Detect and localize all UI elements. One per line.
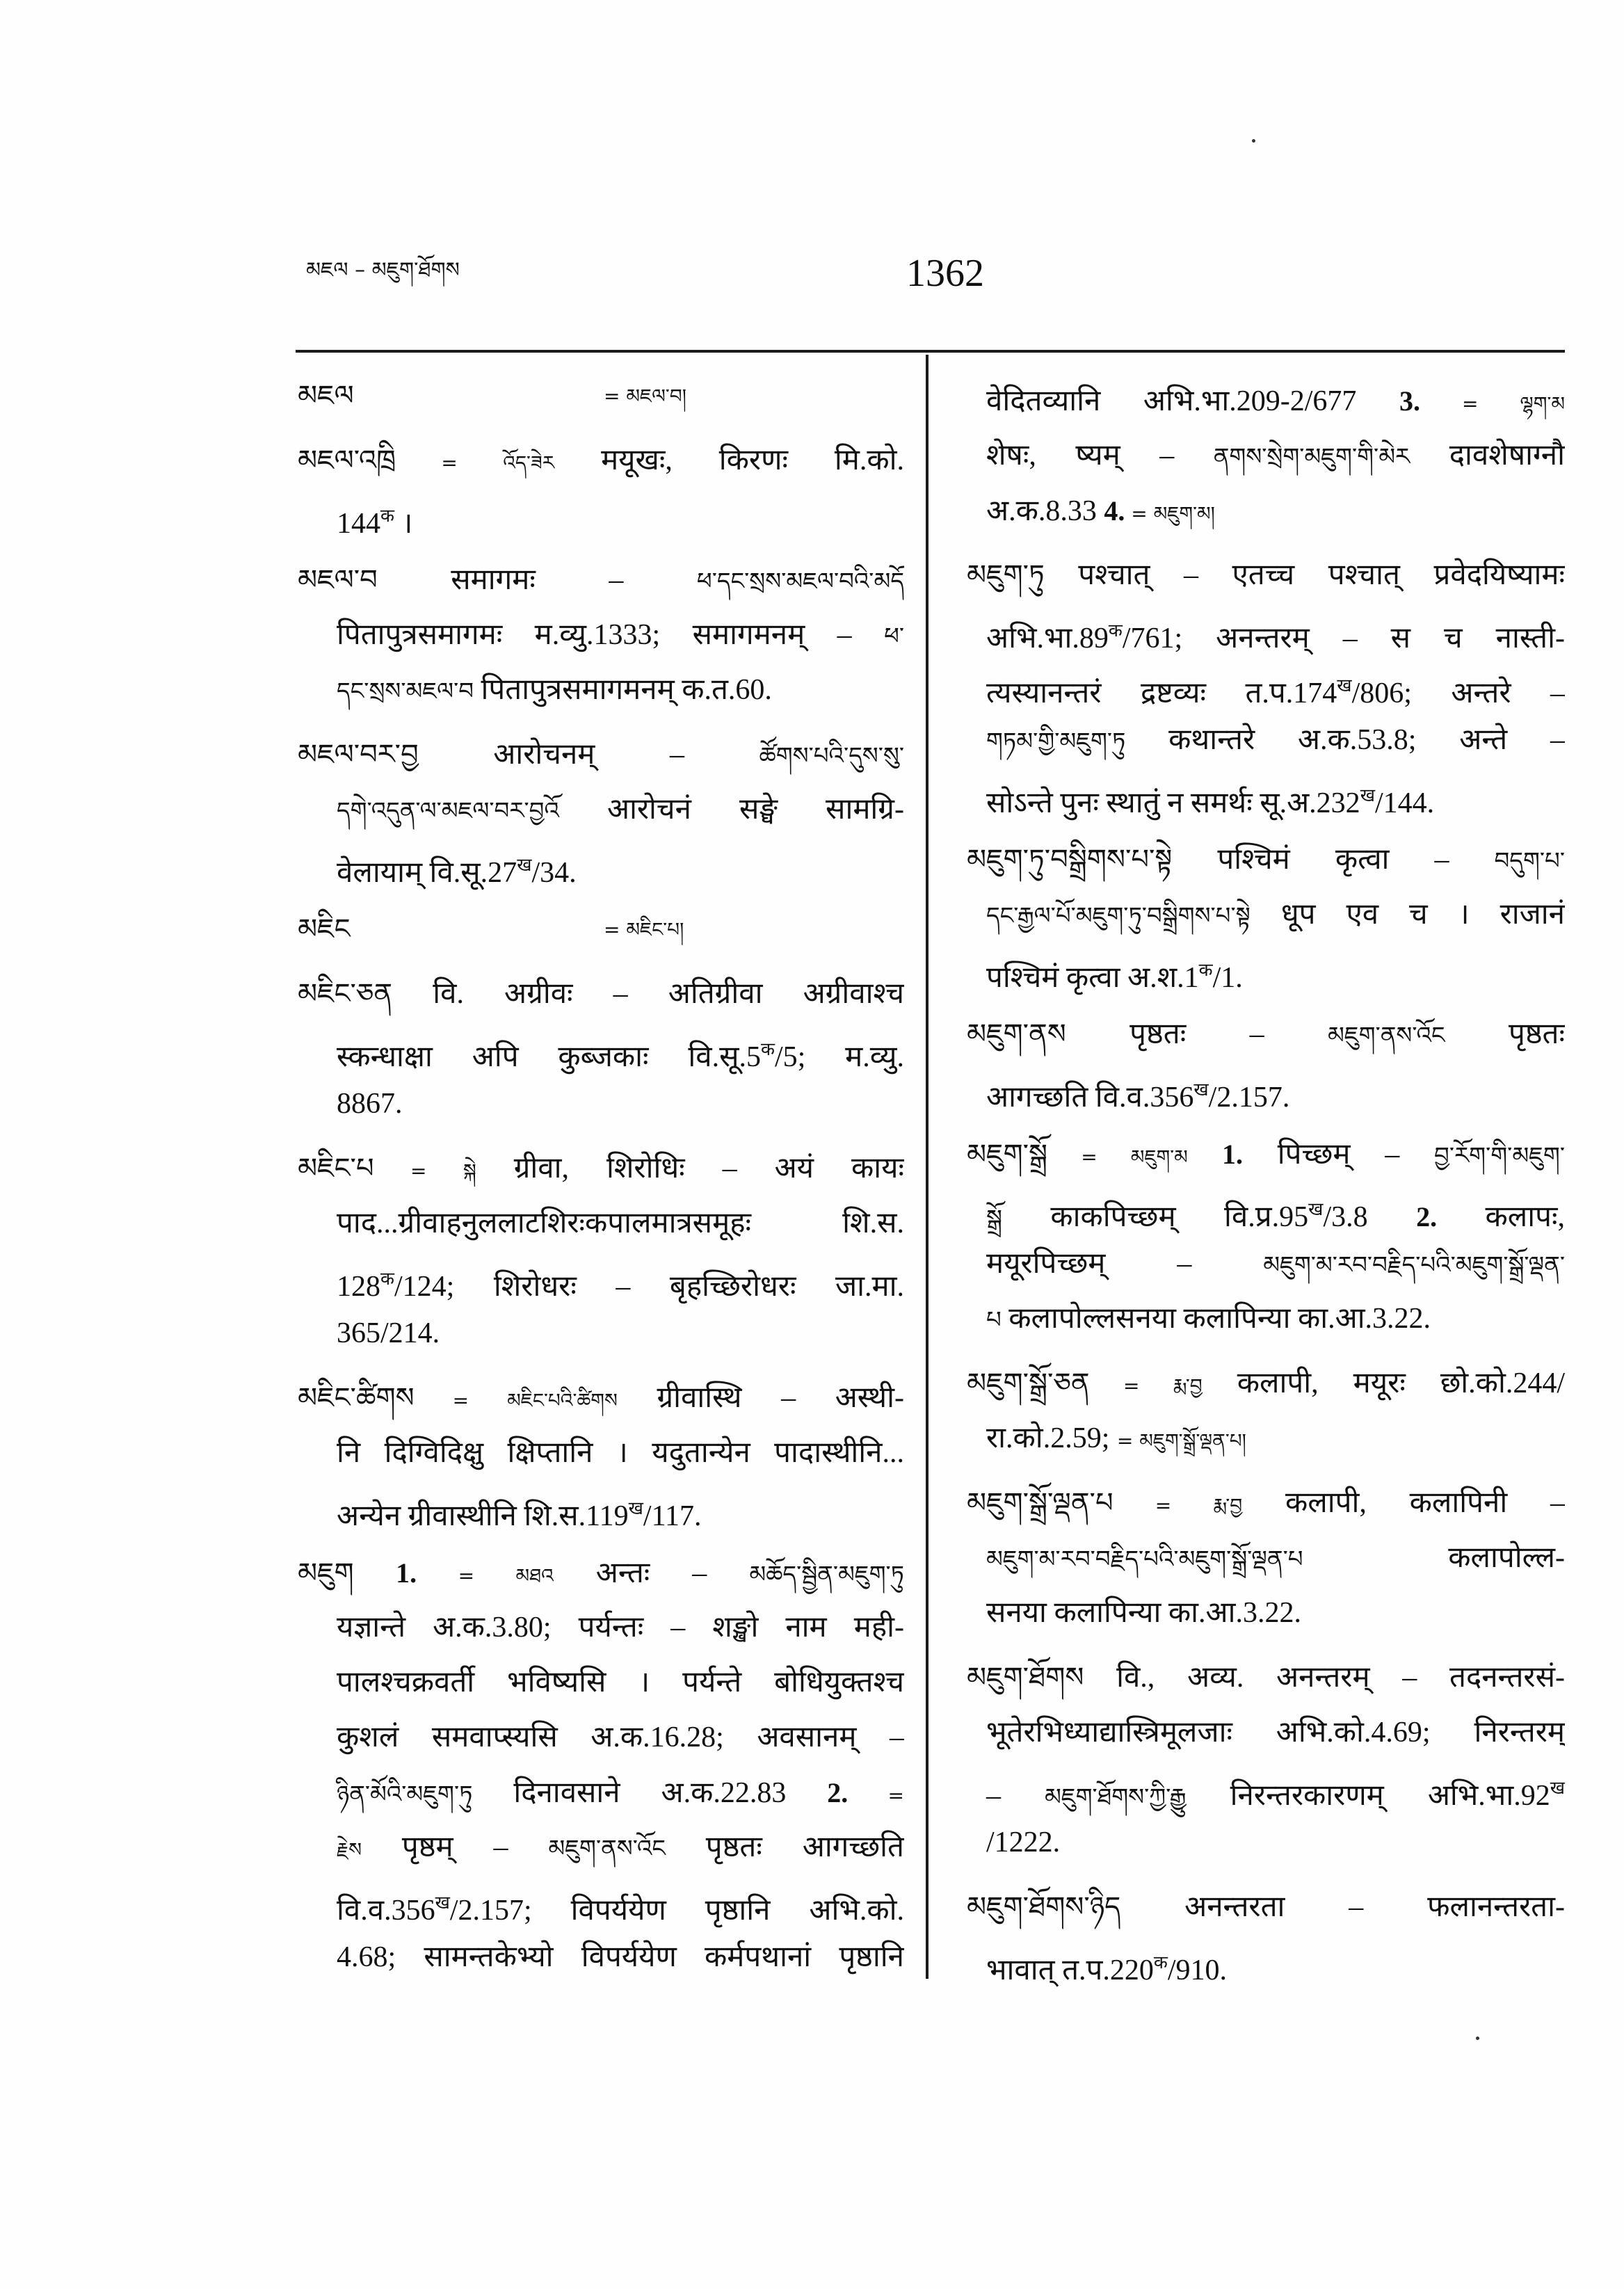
sanskrit-text: स्कन्धाक्षा अपि कुब्जकाः वि.सू.5 bbox=[337, 1041, 761, 1073]
tibetan-text: ཚོགས་པའི་དུས་སུ་ bbox=[759, 742, 904, 770]
dict-line bbox=[298, 1875, 904, 1930]
cross-reference: = མཇུག་མ། bbox=[1125, 502, 1215, 525]
dict-entry bbox=[298, 433, 904, 543]
sanskrit-text: 128 bbox=[337, 1271, 380, 1303]
sanskrit-text: कलापी, मयूरः छो.को.244/ bbox=[1202, 1367, 1565, 1399]
sense-number: 2. bbox=[827, 1777, 849, 1808]
dict-line bbox=[298, 1022, 904, 1077]
dict-line bbox=[967, 1760, 1565, 1815]
sanskrit-text: त्यस्यानन्तरं द्रष्टव्यः त.प.174 bbox=[986, 677, 1337, 709]
dict-line bbox=[298, 1600, 904, 1655]
folio-superscript: क bbox=[380, 1269, 394, 1289]
folio-superscript: क bbox=[380, 506, 394, 526]
sanskrit-text: काकपिच्छम् वि.प्र.95 bbox=[1002, 1201, 1309, 1233]
sanskrit-text: वि., अव्य. अनन्तरम् – तदनन्तरसं- bbox=[1084, 1662, 1565, 1694]
folio-superscript: क bbox=[1108, 620, 1123, 641]
dict-line bbox=[967, 1411, 1565, 1466]
dict-line bbox=[967, 1356, 1565, 1411]
headword: མཇུག་ཏུ bbox=[967, 559, 1045, 591]
sanskrit-text: कुशलं समवाप्स्यसि अ.क.16.28; अवसानम् – bbox=[337, 1721, 904, 1753]
dict-entry bbox=[298, 728, 904, 892]
dict-line bbox=[967, 658, 1565, 713]
sanskrit-text: आरोचनम् – bbox=[418, 739, 759, 771]
cross-reference: = མཇུག་མ bbox=[1047, 1146, 1188, 1168]
sanskrit-text: कथान्तरे अ.क.53.8; अन्ते – bbox=[1125, 724, 1565, 756]
left-column bbox=[298, 369, 904, 1996]
tibetan-text: བདུག་པ་ bbox=[1494, 847, 1565, 875]
headword: མཇུག་ཐོགས bbox=[967, 1662, 1084, 1694]
folio-superscript: ख bbox=[1308, 1199, 1324, 1219]
sanskrit-text: पश्चिमं कृत्वा – bbox=[1172, 844, 1495, 876]
dict-line bbox=[967, 1531, 1565, 1586]
dict-line bbox=[298, 1251, 904, 1306]
dict-entry bbox=[298, 1371, 904, 1536]
dict-line bbox=[298, 488, 904, 543]
sanskrit-text: सोऽन्ते पुनः स्थातुं न समर्थः सू.अ.232 bbox=[986, 787, 1360, 819]
headword: མཇིང་པ bbox=[298, 1152, 374, 1184]
sanskrit-text: पृष्ठतः bbox=[1445, 1018, 1565, 1050]
dict-line bbox=[298, 1481, 904, 1536]
dict-line bbox=[298, 369, 904, 424]
dict-line bbox=[967, 374, 1565, 428]
dict-line bbox=[298, 1141, 904, 1196]
dict-line bbox=[298, 967, 904, 1022]
dict-line bbox=[967, 1651, 1565, 1705]
dict-line bbox=[298, 1371, 904, 1426]
dict-line bbox=[967, 1586, 1565, 1641]
tibetan-text: པ bbox=[986, 1306, 1002, 1334]
dict-entry bbox=[967, 1007, 1565, 1117]
cross-reference: = མཇིང་པའི་ཚིགས bbox=[414, 1389, 618, 1412]
sanskrit-text: समागमः – bbox=[377, 564, 697, 596]
tibetan-text: དང་རྒྱལ་པོ་མཇུག་ཏུ་བསྒྲིགས་པ་སྟེ bbox=[986, 902, 1251, 930]
folio-superscript: क bbox=[1153, 1952, 1168, 1973]
folio-superscript: ख bbox=[435, 1893, 450, 1913]
sanskrit-text: अन्येन ग्रीवास्थीनि शि.स.119 bbox=[337, 1500, 629, 1532]
sanskrit-text: सनया कलापिन्या का.आ.3.22. bbox=[986, 1597, 1301, 1629]
sanskrit-text: पितापुत्रसमागमः म.व्यु.1333; समागमनम् – bbox=[337, 619, 885, 651]
dict-entry bbox=[298, 1545, 904, 1985]
dict-entry bbox=[298, 902, 904, 957]
right-column bbox=[967, 374, 1565, 2001]
sanskrit-text: /910. bbox=[1167, 1954, 1228, 1986]
sanskrit-text: /3.8 bbox=[1323, 1201, 1417, 1233]
dict-line bbox=[967, 1182, 1565, 1237]
sanskrit-text: नि दिग्विदिक्षु क्षिप्तानि । यदुतान्येन पादास्थीनि... bbox=[337, 1437, 904, 1469]
sanskrit-text: पृष्ठम् – bbox=[361, 1831, 549, 1863]
sanskrit-text: अन्तः – bbox=[553, 1557, 750, 1589]
dict-line bbox=[298, 902, 904, 957]
sanskrit-text: कलापी, कलापिनी – bbox=[1242, 1487, 1565, 1519]
headword: མཇལ bbox=[298, 380, 354, 412]
tibetan-text: དགེ་འདུན་ལ་མཇལ་བར་བྱའོ bbox=[337, 797, 559, 825]
cross-reference: = མཇུག་སྒྲོ་ལྡན་པ། bbox=[1116, 1429, 1246, 1452]
dict-line bbox=[967, 1935, 1565, 1990]
cross-reference: = སྐེ bbox=[373, 1159, 476, 1182]
sanskrit-text: पृष्ठतः – bbox=[1066, 1018, 1328, 1050]
dict-line bbox=[967, 1815, 1565, 1870]
dict-entry bbox=[298, 553, 904, 718]
cross-reference: = མཇལ་བ། bbox=[604, 385, 686, 408]
running-head: མཇལ – མཇུག་ཐོགས bbox=[306, 258, 460, 282]
sanskrit-text: आरोचनं सङ्घे सामग्रि- bbox=[558, 794, 904, 826]
headword: མཇུག་སྒྲོ་ཅན bbox=[967, 1367, 1090, 1399]
sanskrit-text: /124; शिरोधरः – बृहच्छिरोधरः जा.मा. bbox=[394, 1271, 904, 1303]
dict-line bbox=[298, 728, 904, 782]
cross-reference: = bbox=[848, 1784, 904, 1807]
headword: མཇིང bbox=[298, 913, 351, 945]
sanskrit-text: /34. bbox=[531, 857, 577, 889]
sanskrit-text: पितापुत्रसमागमनम् क.त.60. bbox=[474, 674, 772, 706]
dict-entry bbox=[967, 548, 1565, 823]
sanskrit-text: कलापोल्लसनया कलापिन्या का.आ.3.22. bbox=[1001, 1303, 1431, 1335]
sanskrit-text: /5; म.व्यु. bbox=[774, 1041, 904, 1073]
sanskrit-text: /117. bbox=[643, 1500, 702, 1532]
sanskrit-text: पालश्चक्रवर्ती भविष्यसि । पर्यन्ते बोधियुक्तश्च bbox=[337, 1666, 904, 1698]
sanskrit-text: अनन्तरता – फलानन्तरता- bbox=[1120, 1891, 1565, 1923]
folio-superscript: ख bbox=[517, 855, 532, 875]
sanskrit-text: मयूरपिच्छम् – bbox=[986, 1248, 1264, 1280]
dict-line bbox=[298, 1077, 904, 1132]
dict-line bbox=[967, 1705, 1565, 1760]
cross-reference: = མཇིང་པ། bbox=[604, 918, 684, 941]
dict-line bbox=[298, 782, 904, 837]
tibetan-text: སྒྲོ bbox=[986, 1205, 1002, 1232]
sanskrit-text: /1. bbox=[1212, 962, 1243, 994]
sanskrit-text: 4.68; सामन्तकेभ्यो विपर्ययेण कर्मपथानां पृष्ठानि bbox=[337, 1941, 904, 1973]
dict-line bbox=[298, 608, 904, 663]
sanskrit-text: दिनावसाने अ.क.22.83 bbox=[472, 1777, 828, 1809]
tibetan-text: གཏམ་གྱི་མཇུག་ཏུ bbox=[986, 728, 1126, 755]
dict-line bbox=[967, 483, 1565, 538]
scan-speck bbox=[1252, 139, 1255, 143]
dict-entry bbox=[298, 369, 904, 424]
cross-reference: = མཐའ bbox=[417, 1564, 554, 1587]
tibetan-text: མཇུག་མ་རབ་བརྗིད་པའི་མཇུག་སྒྲོ་ལྡན་ bbox=[1263, 1251, 1565, 1279]
dict-line bbox=[967, 1007, 1565, 1062]
dict-line bbox=[298, 1306, 904, 1361]
sanskrit-text: भावात् त.प.220 bbox=[986, 1954, 1154, 1986]
sanskrit-text: पश्चिमं कृत्वा अ.श.1 bbox=[986, 962, 1199, 994]
dict-line bbox=[967, 1476, 1565, 1531]
headword: མཇུག bbox=[298, 1557, 354, 1589]
sanskrit-text: पश्चात् – एतच्च पश्चात् प्रवेदयिष्यामः bbox=[1044, 559, 1565, 591]
dict-entry bbox=[967, 1356, 1565, 1466]
tibetan-text: ཕ་ bbox=[884, 623, 904, 650]
headword: མཇིང་ཚིགས bbox=[298, 1382, 415, 1414]
page-number: 1362 bbox=[906, 252, 984, 295]
sanskrit-text: वेदितव्यानि अभि.भा.209-2/677 bbox=[986, 385, 1400, 417]
sanskrit-text: । bbox=[394, 508, 413, 540]
sanskrit-text: /2.157; विपर्ययेण पृष्ठानि अभि.को. bbox=[449, 1895, 904, 1927]
sense-number: 4. bbox=[1104, 495, 1125, 527]
sanskrit-text: 8867. bbox=[337, 1088, 403, 1120]
dict-line bbox=[967, 428, 1565, 483]
dict-line bbox=[298, 1765, 904, 1820]
dict-line bbox=[298, 1426, 904, 1481]
dict-entry bbox=[967, 374, 1565, 538]
sanskrit-text: पृष्ठतः आगच्छति bbox=[665, 1831, 904, 1863]
cross-reference: རྗེས bbox=[337, 1838, 362, 1861]
dict-line bbox=[967, 548, 1565, 603]
sanskrit-text: मयूखः, किरणः मि.को. bbox=[554, 444, 904, 476]
sanskrit-text: यज्ञान्ते अ.क.3.80; पर्यन्तः – शङ्खो नाम मही- bbox=[337, 1612, 904, 1644]
dict-line bbox=[298, 1930, 904, 1985]
dict-entry bbox=[298, 1141, 904, 1361]
cross-reference: = རྨ་བྱ bbox=[1089, 1374, 1203, 1397]
tibetan-text: མཇུག་མ་རབ་བརྗིད་པའི་མཇུག་སྒྲོ་ལྡན་པ bbox=[986, 1545, 1303, 1573]
sanskrit-text: /1222. bbox=[986, 1826, 1061, 1858]
folio-superscript: ख bbox=[1337, 675, 1352, 696]
sanskrit-text: पिच्छम् – bbox=[1243, 1139, 1435, 1171]
sanskrit-text: 144 bbox=[337, 508, 380, 540]
sanskrit-text: वेलायाम् वि.सू.27 bbox=[337, 857, 517, 889]
headword: མཇུག་ནས bbox=[967, 1018, 1066, 1050]
dict-line bbox=[967, 1292, 1565, 1347]
dict-entry bbox=[967, 833, 1565, 997]
headword: མཇལ་འཁྲི bbox=[298, 444, 396, 476]
sense-number: 3. bbox=[1399, 385, 1421, 417]
tibetan-text: མཇུག་ནས་འོང bbox=[1328, 1022, 1445, 1050]
dict-line bbox=[967, 713, 1565, 768]
cross-reference: = རྨ་བྱ bbox=[1113, 1494, 1243, 1517]
tibetan-text: ཕ་དང་སྲས་མཇལ་བའི་མདོ bbox=[696, 568, 904, 595]
dict-line bbox=[298, 553, 904, 608]
sanskrit-text: ग्रीवास्थि – अस्थी- bbox=[617, 1382, 904, 1414]
sanskrit-text: वि. अग्रीवः – अतिग्रीवा अग्रीवाश्च bbox=[392, 978, 904, 1010]
sanskrit-text: /806; अन्तरे – bbox=[1351, 677, 1565, 709]
headword: མཇུག་ཏུ་བསྒྲིགས་པ་སྟེ bbox=[967, 844, 1173, 876]
headword: མཇུག་ཐོགས་ཉིད bbox=[967, 1891, 1121, 1923]
sense-number: 1. bbox=[353, 1557, 417, 1589]
sanskrit-text: कलापोल्ल- bbox=[1303, 1542, 1565, 1574]
cross-reference: = འོད་ཟེར bbox=[396, 451, 555, 474]
dict-line bbox=[967, 888, 1565, 942]
tibetan-text: ཉིན་མོའི་མཇུག་ཏུ bbox=[337, 1781, 473, 1808]
headword: མཇལ་བར་བྱ bbox=[298, 739, 419, 771]
dict-line bbox=[967, 1127, 1565, 1182]
sanskrit-text: ग्रीवा, शिरोधिः – अयं कायः bbox=[476, 1152, 904, 1184]
sense-number: 1. bbox=[1187, 1139, 1244, 1170]
dict-entry bbox=[967, 1127, 1565, 1347]
dict-line bbox=[298, 1655, 904, 1710]
dict-line bbox=[967, 603, 1565, 658]
dict-entry bbox=[967, 1651, 1565, 1870]
tibetan-text: བྱ་རོག་གི་མཇུག་ bbox=[1434, 1142, 1565, 1170]
dict-line bbox=[967, 833, 1565, 888]
scan-speck bbox=[1476, 2037, 1479, 2040]
tibetan-text: མཇུག་ཐོགས་ཀྱི་རྒྱུ bbox=[1045, 1783, 1187, 1811]
headword: མཇིང་ཅན bbox=[298, 978, 393, 1010]
sanskrit-text: शेषः, ष्यम् – bbox=[986, 440, 1214, 472]
sanskrit-text: भूतेरभिध्याद्यास्त्रिमूलजाः अभि.को.4.69; निरन्तरम् bbox=[986, 1717, 1565, 1749]
dict-line bbox=[298, 1196, 904, 1251]
sanskrit-text: – bbox=[986, 1780, 1045, 1812]
dict-line bbox=[967, 1880, 1565, 1935]
header-rule bbox=[296, 350, 1565, 353]
folio-superscript: ख bbox=[1360, 785, 1375, 805]
sanskrit-text: /761; अनन्तरम् – स च नास्ती- bbox=[1122, 623, 1565, 654]
dict-line bbox=[298, 433, 904, 488]
sanskrit-text: दावशेषाग्नौ bbox=[1410, 440, 1565, 472]
folio-superscript: ख bbox=[1193, 1079, 1209, 1100]
column-divider bbox=[926, 355, 928, 1979]
dict-line bbox=[298, 663, 904, 718]
dict-line bbox=[967, 942, 1565, 997]
folio-superscript: क bbox=[761, 1039, 775, 1059]
sense-number: 2. bbox=[1416, 1201, 1438, 1232]
folio-superscript: ख bbox=[1550, 1778, 1565, 1798]
tibetan-text: དང་སྲས་མཇལ་བ bbox=[337, 677, 474, 705]
dict-line bbox=[298, 1545, 904, 1600]
sanskrit-text: /2.157. bbox=[1208, 1082, 1290, 1114]
sanskrit-text: पाद...ग्रीवाहनुललाटशिरःकपालमात्रसमूहः शि.स. bbox=[337, 1207, 904, 1239]
cross-reference: = ལྷག་མ bbox=[1420, 392, 1565, 415]
sanskrit-text: अ.क.8.33 bbox=[986, 495, 1104, 527]
tibetan-text: མཆོད་སྦྱིན་མཇུག་ཏུ bbox=[749, 1561, 904, 1589]
dict-line bbox=[298, 1820, 904, 1875]
tibetan-text: ནགས་སྲེག་མཇུག་གི་མེར bbox=[1213, 443, 1410, 471]
dict-line bbox=[967, 1237, 1565, 1292]
sanskrit-text: कलापः, bbox=[1437, 1201, 1565, 1233]
dict-line bbox=[967, 768, 1565, 823]
sanskrit-text: अभि.भा.89 bbox=[986, 623, 1109, 654]
sanskrit-text: /144. bbox=[1374, 787, 1435, 819]
headword: མཇུག་སྒྲོ bbox=[967, 1139, 1048, 1171]
dict-entry bbox=[967, 1880, 1565, 1990]
dict-line bbox=[298, 837, 904, 892]
dict-line bbox=[298, 1710, 904, 1765]
sanskrit-text: निरन्तरकारणम् अभि.भा.92 bbox=[1186, 1780, 1550, 1812]
tibetan-text: མཇུག་ནས་འོང bbox=[548, 1835, 666, 1863]
sanskrit-text: धूप एव च । राजानं bbox=[1250, 899, 1565, 931]
sanskrit-text: आगच्छति वि.व.356 bbox=[986, 1082, 1194, 1114]
folio-superscript: क bbox=[1198, 960, 1213, 980]
headword: མཇལ་བ bbox=[298, 564, 378, 596]
dict-entry bbox=[967, 1476, 1565, 1641]
sanskrit-text: 365/214. bbox=[337, 1317, 440, 1349]
dict-line bbox=[967, 1062, 1565, 1117]
headword: མཇུག་སྒྲོ་ལྡན་པ bbox=[967, 1487, 1114, 1519]
dict-entry bbox=[298, 967, 904, 1132]
sanskrit-text: वि.व.356 bbox=[337, 1895, 435, 1927]
sanskrit-text: रा.को.2.59; bbox=[986, 1422, 1117, 1454]
folio-superscript: ख bbox=[628, 1498, 643, 1518]
